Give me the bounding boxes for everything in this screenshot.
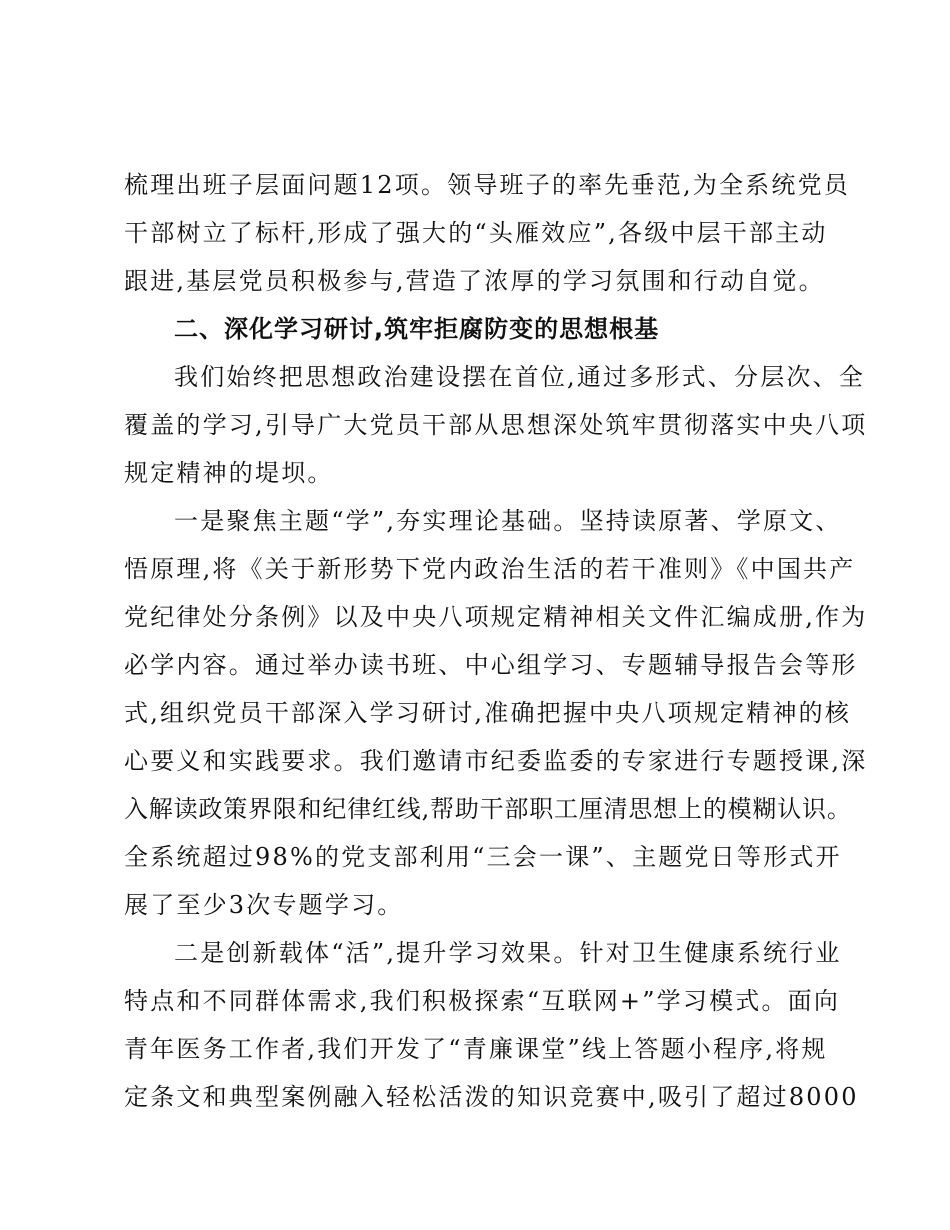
body-text-line: 心要义和实践要求。我们邀请市纪委监委的专家进行专题授课,深 — [124, 747, 868, 775]
body-text-line: 梳理出班子层面问题12项。领导班子的率先垂范,为全系统党员 — [124, 171, 850, 199]
body-text-line: 全系统超过98%的党支部利用“三会一课”、主题党日等形式开 — [124, 843, 842, 871]
body-text-line: 定条文和典型案例融入轻松活泼的知识竞赛中,吸引了超过8000 — [124, 1083, 859, 1111]
body-text-line: 规定精神的堤坝。 — [124, 459, 334, 487]
body-text-line: 覆盖的学习,引导广大党员干部从思想深处筑牢贯彻落实中央八项 — [124, 411, 868, 439]
body-text-line: 特点和不同群体需求,我们积极探索“互联网+”学习模式。面向 — [124, 987, 841, 1015]
body-text-line: 党纪律处分条例》以及中央八项规定精神相关文件汇编成册,作为 — [124, 603, 868, 631]
body-text-line: 跟进,基层党员积极参与,营造了浓厚的学习氛围和行动自觉。 — [124, 267, 825, 295]
body-text-line: 必学内容。通过举办读书班、中心组学习、专题辅导报告会等形 — [124, 651, 858, 679]
body-text-line: 式,组织党员干部深入学习研讨,准确把握中央八项规定精神的核 — [124, 699, 852, 727]
section-heading: 二、深化学习研讨,筑牢拒腐防变的思想根基 — [174, 315, 660, 343]
body-text-line: 二是创新载体“活”,提升学习效果。针对卫生健康系统行业 — [174, 939, 842, 967]
body-text-line: 展了至少3次专题学习。 — [124, 891, 404, 919]
body-text-line: 干部树立了标杆,形成了强大的“头雁效应”,各级中层干部主动 — [124, 219, 828, 247]
body-text-line: 青年医务工作者,我们开发了“青廉课堂”线上答题小程序,将规 — [124, 1035, 828, 1063]
body-text-line: 我们始终把思想政治建设摆在首位,通过多形式、分层次、全 — [174, 363, 866, 391]
body-text-line: 悟原理,将《关于新形势下党内政治生活的若干准则》《中国共产 — [124, 555, 856, 583]
body-text-line: 一是聚焦主题“学”,夯实理论基础。坚持读原著、学原文、 — [174, 507, 842, 535]
body-text-line: 入解读政策界限和纪律红线,帮助干部职工厘清思想上的模糊认识。 — [124, 795, 852, 823]
